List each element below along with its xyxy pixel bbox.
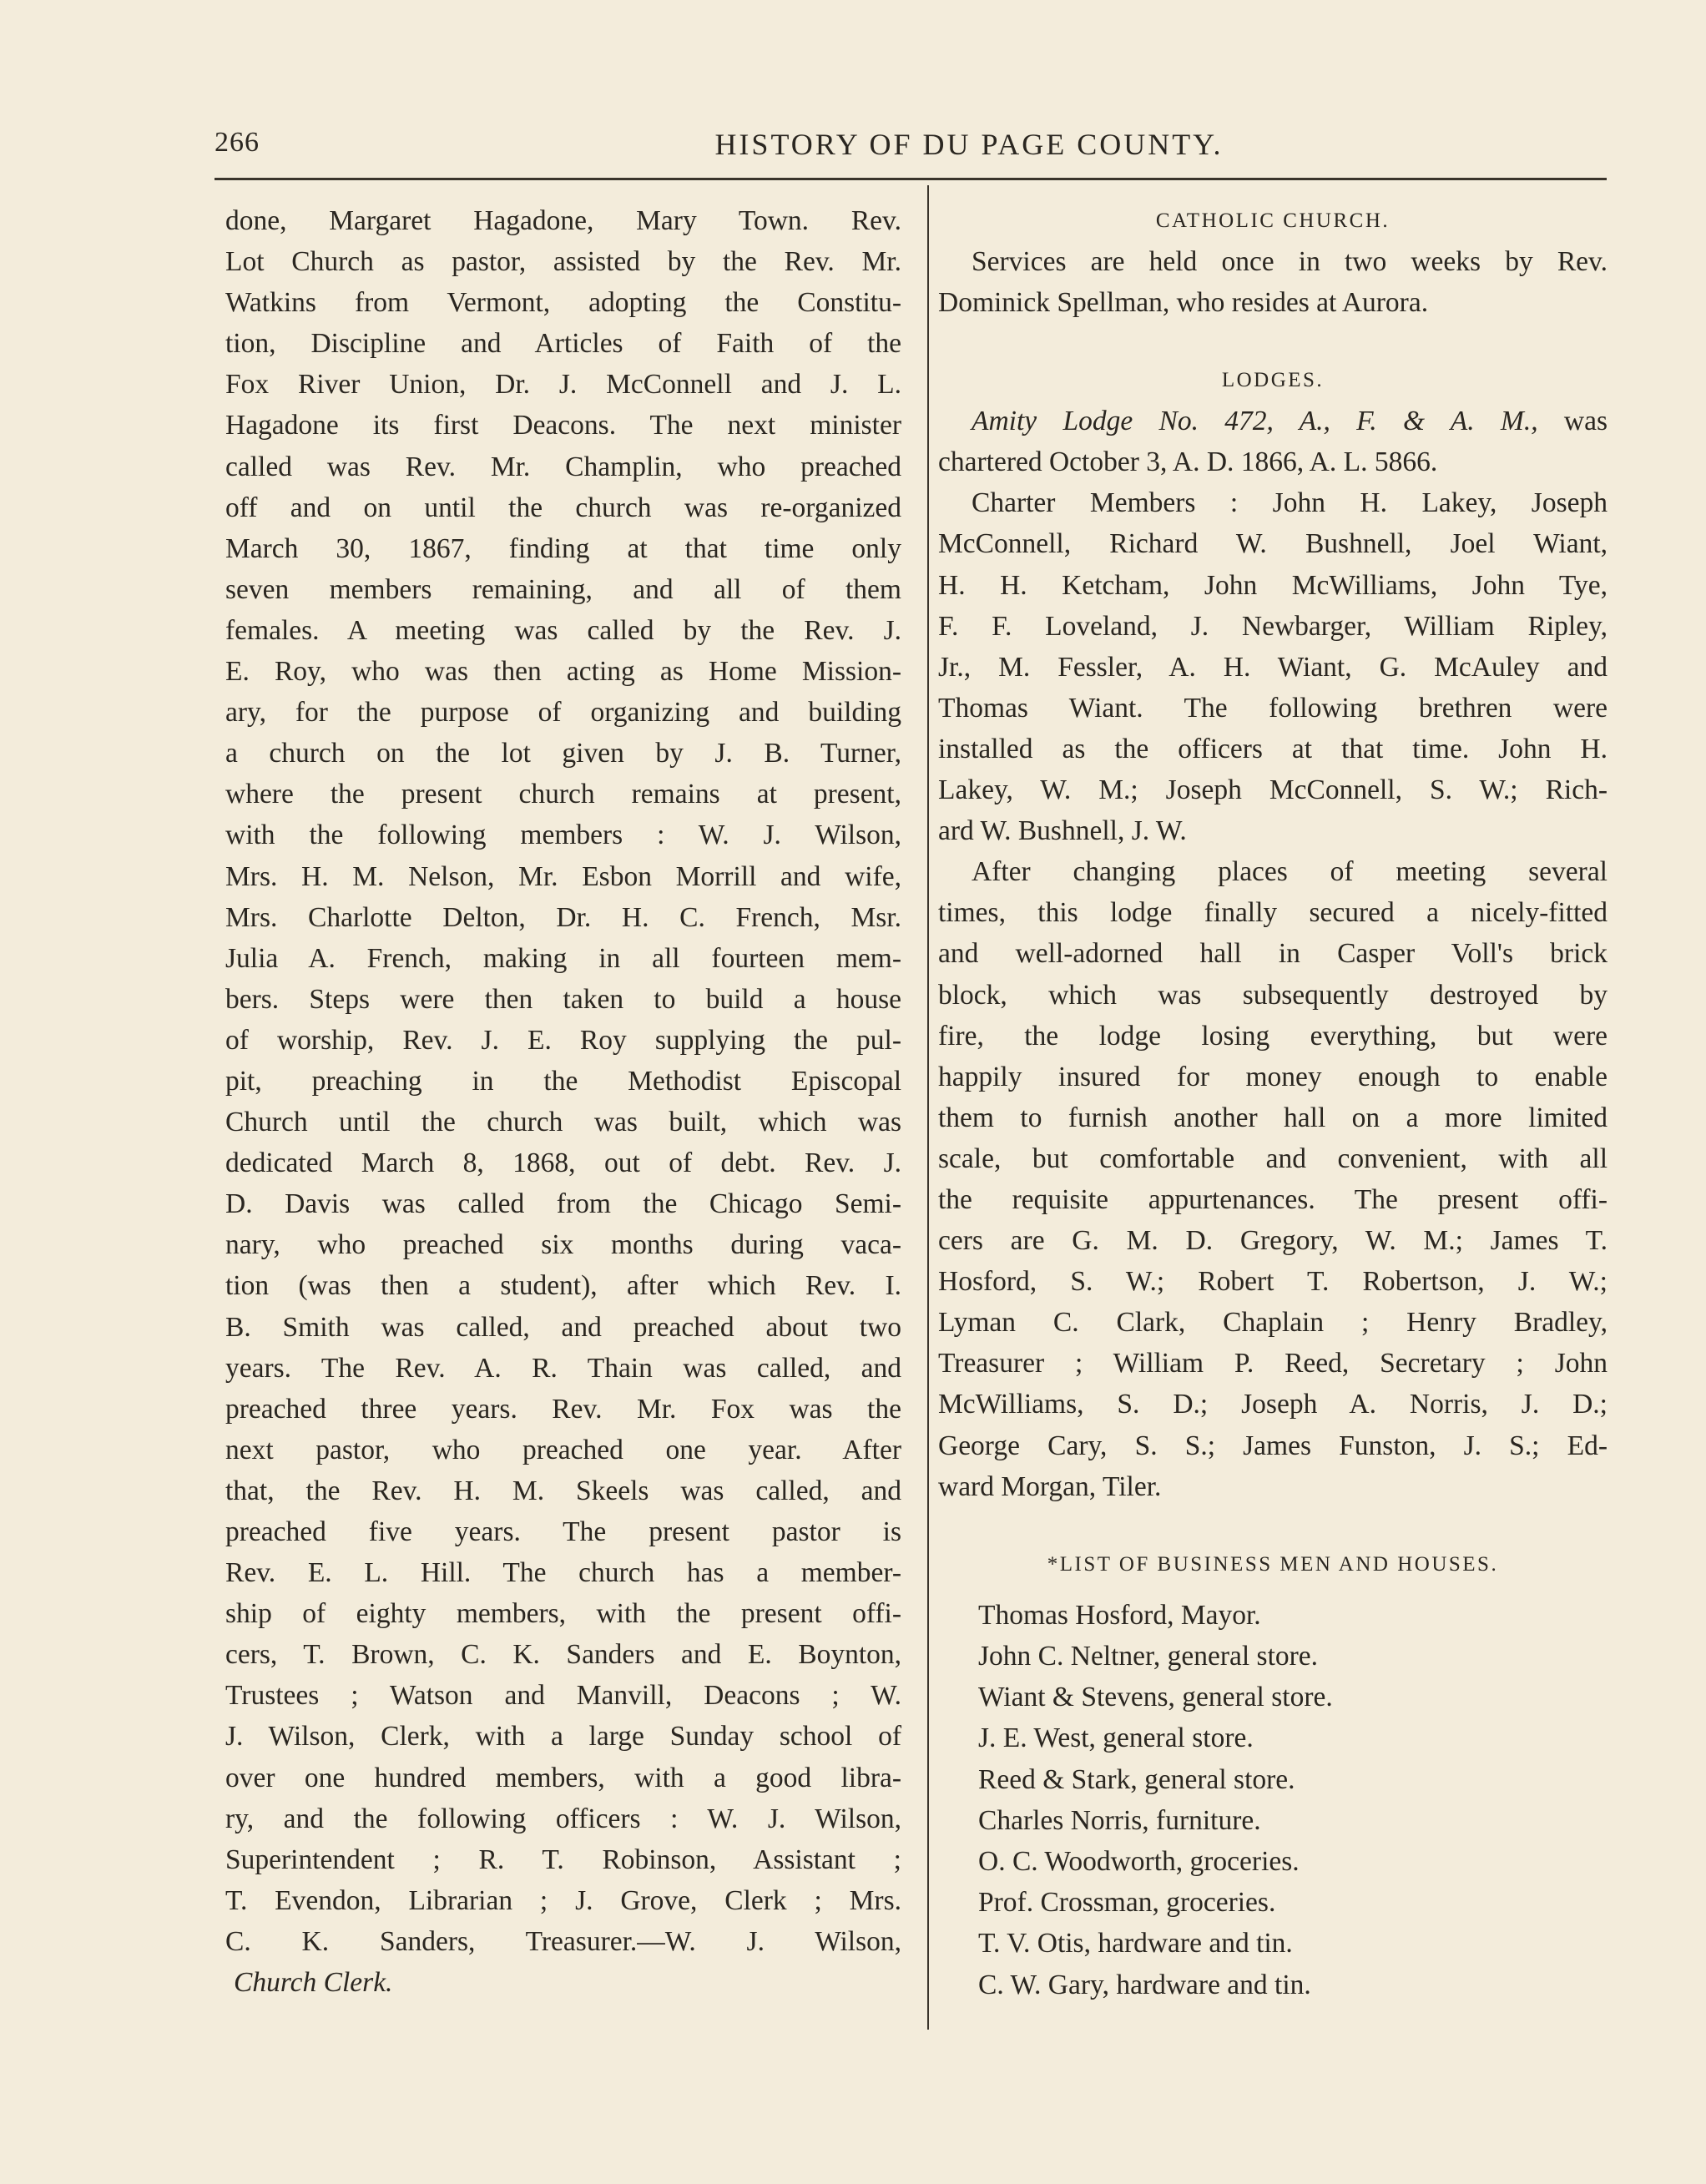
text-line: Trustees ; Watson and Manvill, Deacons ; W. xyxy=(225,1680,901,1712)
lodges-text xyxy=(938,441,1608,1506)
text-line: H. H. Ketcham, John McWilliams, John Tye, xyxy=(938,569,1608,601)
text-line: seven members remaining, and all of them xyxy=(225,573,901,605)
catholic-church-text xyxy=(938,241,1608,323)
text-line: with the following members : W. J. Wilson, xyxy=(225,820,901,851)
church-history-text xyxy=(225,200,901,1962)
business-item: J. E. West, general store. xyxy=(978,1722,1254,1754)
text-line: tion (was then a student), after which Rev. I. xyxy=(225,1270,901,1302)
text-line: Superintendent ; R. T. Robinson, Assistant ; xyxy=(225,1844,901,1875)
right-column xyxy=(938,200,1608,2005)
text-line: and well-adorned hall in Casper Voll's brick xyxy=(938,938,1608,970)
text-line: T. Evendon, Librarian ; J. Grove, Clerk ; Mrs. xyxy=(225,1884,901,1916)
page-header xyxy=(215,127,1607,177)
business-item: Prof. Crossman, groceries. xyxy=(978,1887,1276,1919)
text-line: J. Wilson, Clerk, with a large Sunday school of xyxy=(225,1721,901,1753)
text-line: pit, preaching in the Methodist Episcopal xyxy=(225,1065,901,1097)
text-line: scale, but comfortable and convenient, with all xyxy=(938,1142,1608,1174)
business-item: John C. Neltner, general store. xyxy=(978,1640,1319,1672)
text-line: F. F. Loveland, J. Newbarger, William Ripley, xyxy=(938,610,1608,642)
business-list xyxy=(938,1595,1608,2005)
text-line: fire, the lodge losing everything, but were xyxy=(938,1020,1608,1052)
text-line: ry, and the following officers : W. J. Wilson, xyxy=(225,1803,901,1834)
text-line: D. Davis was called from the Chicago Semi- xyxy=(225,1188,901,1220)
text-line: over one hundred members, with a good libra- xyxy=(225,1762,901,1793)
text-line: Mrs. Charlotte Delton, Dr. H. C. French, Msr. xyxy=(225,901,901,933)
business-item: C. W. Gary, hardware and tin. xyxy=(978,1969,1311,2000)
text-line: chartered October 3, A. D. 1866, A. L. 5866. xyxy=(938,446,1438,478)
text-line: dedicated March 8, 1868, out of debt. Rev. J. xyxy=(225,1147,901,1179)
text-line: off and on until the church was re-organized xyxy=(225,492,901,523)
text-line: George Cary, S. S.; James Funston, J. S.; Ed- xyxy=(938,1430,1608,1461)
text-line: tion, Discipline and Articles of Faith of the xyxy=(225,328,901,360)
header-rule xyxy=(215,178,1607,180)
text-line: cers are G. M. D. Gregory, W. M.; James T. xyxy=(938,1225,1608,1257)
text-line: Fox River Union, Dr. J. McConnell and J. L. xyxy=(225,369,901,401)
text-line: bers. Steps were then taken to build a house xyxy=(225,983,901,1015)
text-line: McWilliams, S. D.; Joseph A. Norris, J. D.; xyxy=(938,1389,1608,1420)
text-line: of worship, Rev. J. E. Roy supplying the pul- xyxy=(225,1024,901,1056)
text-line: B. Smith was called, and preached about two xyxy=(225,1311,901,1343)
column-divider xyxy=(927,185,929,2030)
text-line: Watkins from Vermont, adopting the Constitu- xyxy=(225,287,901,319)
text-line: Lyman C. Clark, Chaplain ; Henry Bradley, xyxy=(938,1307,1608,1339)
business-item: Thomas Hosford, Mayor. xyxy=(978,1599,1261,1631)
business-item: Charles Norris, furniture. xyxy=(978,1804,1261,1836)
business-item: Wiant & Stevens, general store. xyxy=(978,1682,1333,1713)
left-column xyxy=(225,200,901,2003)
text-line: March 30, 1867, finding at that time only xyxy=(225,532,901,564)
catholic-church-heading: CATHOLIC CHURCH. xyxy=(1155,209,1391,232)
text-line: ard W. Bushnell, J. W. xyxy=(938,815,1187,847)
text-line: females. A meeting was called by the Rev. J. xyxy=(225,614,901,646)
text-line: where the present church remains at present, xyxy=(225,779,901,810)
text-line: installed as the officers at that time. John H. xyxy=(938,733,1608,764)
spacer xyxy=(938,1585,1608,1595)
text-line: Treasurer ; William P. Reed, Secretary ; John xyxy=(938,1348,1608,1380)
text-line: Dominick Spellman, who resides at Aurora. xyxy=(938,287,1429,319)
text-line: done, Margaret Hagadone, Mary Town. Rev. xyxy=(225,205,901,236)
text-line: Julia A. French, making in all fourteen mem- xyxy=(225,942,901,974)
lodges-heading: LODGES. xyxy=(1221,369,1325,392)
text-line: nary, who preached six months during vaca- xyxy=(225,1229,901,1261)
text-line: Hosford, S. W.; Robert T. Robertson, J. W.; xyxy=(938,1266,1608,1298)
text-line: preached five years. The present pastor is xyxy=(225,1516,901,1547)
text-line: Thomas Wiant. The following brethren were xyxy=(938,692,1608,724)
running-head: HISTORY OF DU PAGE COUNTY. xyxy=(714,128,1224,161)
business-item: T. V. Otis, hardware and tin. xyxy=(978,1928,1293,1960)
text-line: called was Rev. Mr. Champlin, who preached xyxy=(225,451,901,482)
text-line: block, which was subsequently destroyed by xyxy=(938,979,1608,1011)
text-line: Lakey, W. M.; Joseph McConnell, S. W.; Rich- xyxy=(938,774,1608,806)
spacer xyxy=(938,1507,1608,1544)
text-line: preached three years. Rev. Mr. Fox was the xyxy=(225,1393,901,1425)
text-line: a church on the lot given by J. B. Turner, xyxy=(225,738,901,769)
text-line: ary, for the purpose of organizing and building xyxy=(225,697,901,729)
signature-title: Church Clerk. xyxy=(234,1967,393,1999)
text-line: next pastor, who preached one year. After xyxy=(225,1434,901,1465)
text-line: Rev. E. L. Hill. The church has a member- xyxy=(225,1557,901,1589)
spacer xyxy=(938,323,1608,360)
text-line: the requisite appurtenances. The present offi- xyxy=(938,1183,1608,1215)
text-line: ward Morgan, Tiler. xyxy=(938,1470,1162,1502)
lodge-intro-rest: was xyxy=(1537,406,1608,437)
text-line: Mrs. H. M. Nelson, Mr. Esbon Morrill and wife, xyxy=(225,860,901,892)
text-line: cers, T. Brown, C. K. Sanders and E. Boynton, xyxy=(225,1639,901,1671)
text-line: ship of eighty members, with the present offi- xyxy=(225,1598,901,1630)
business-item: Reed & Stark, general store. xyxy=(978,1763,1295,1795)
text-line: Hagadone its first Deacons. The next minister xyxy=(225,410,901,441)
text-line: McConnell, Richard W. Bushnell, Joel Wiant, xyxy=(938,528,1608,560)
text-line: happily insured for money enough to enable xyxy=(938,1061,1608,1092)
text-line: them to furnish another hall on a more limited xyxy=(938,1102,1608,1133)
business-list-heading: *LIST OF BUSINESS MEN AND HOUSES. xyxy=(1047,1552,1499,1576)
text-line: E. Roy, who was then acting as Home Mission- xyxy=(225,656,901,688)
page-number: 266 xyxy=(215,127,260,158)
text-line: Jr., M. Fessler, A. H. Wiant, G. McAuley and xyxy=(938,651,1608,683)
lodge-name: Amity Lodge No. 472, A., F. & A. M., xyxy=(972,406,1538,437)
text-line: Church until the church was built, which was xyxy=(225,1107,901,1138)
text-line: times, this lodge finally secured a nicely-fitted xyxy=(938,897,1608,929)
text-line: that, the Rev. H. M. Skeels was called, and xyxy=(225,1475,901,1506)
text-line: Services are held once in two weeks by Rev. xyxy=(972,246,1608,277)
text-line: years. The Rev. A. R. Thain was called, and xyxy=(225,1352,901,1384)
business-item: O. C. Woodworth, groceries. xyxy=(978,1845,1300,1877)
text-line: Charter Members : John H. Lakey, Joseph xyxy=(972,487,1608,519)
lodge-intro-line xyxy=(938,401,1608,441)
text-line: C. K. Sanders, Treasurer.—W. J. Wilson, xyxy=(225,1925,901,1957)
text-line: Lot Church as pastor, assisted by the Rev. Mr. xyxy=(225,246,901,278)
text-line: After changing places of meeting several xyxy=(972,856,1608,888)
